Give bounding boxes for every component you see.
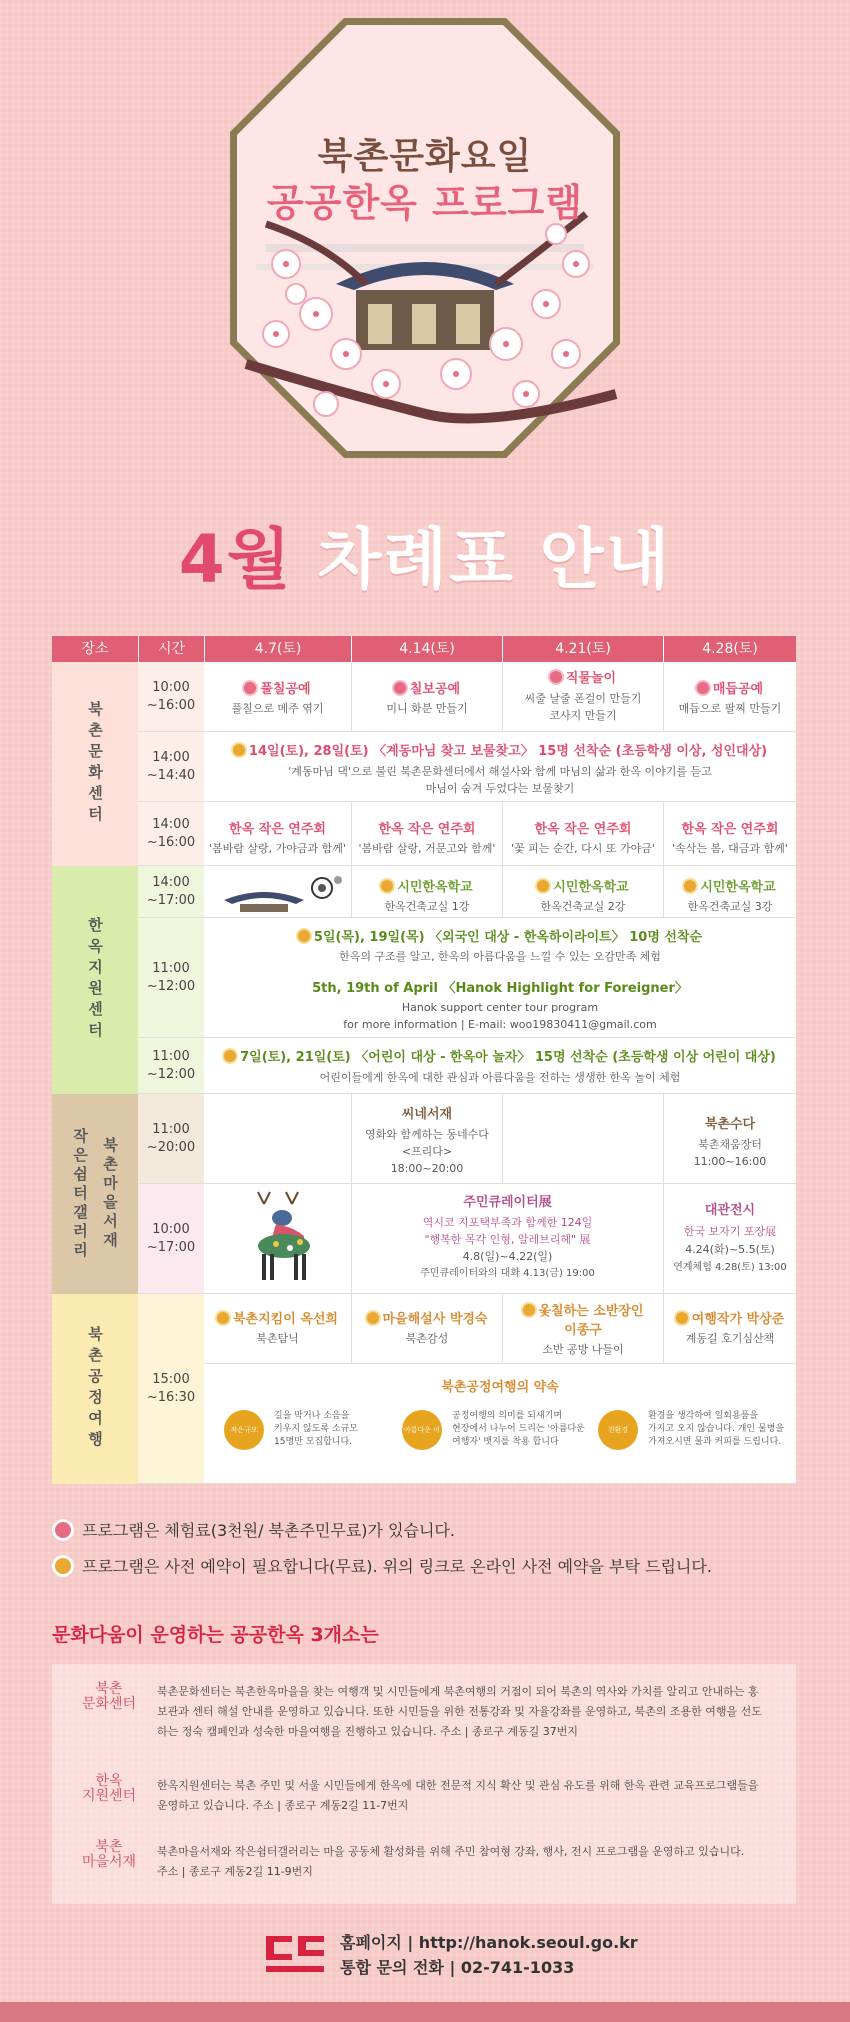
hanok-center-logo: 한옥 지원센터 — [81, 1773, 137, 1804]
wooden-deer-icon — [204, 1184, 352, 1294]
header-title-line2: 공공한옥 프로그램 — [267, 181, 583, 225]
hanok-illustration-cell — [204, 866, 352, 918]
bukchon-center-logo: 북촌 문화센터 — [81, 1681, 137, 1712]
flower-icon — [550, 671, 562, 683]
program-cell: 마을해설사 박경숙 북촌감성 — [352, 1294, 503, 1364]
flower-icon — [367, 1312, 379, 1324]
time-cell: 10:00 ~16:00 — [138, 662, 204, 732]
program-cell: 북촌수다 북촌채움장터 11:00~16:00 — [664, 1094, 796, 1184]
header-emblem — [226, 14, 624, 462]
header-date-1: 4.7(토) — [205, 636, 351, 662]
bottom-bar — [0, 2002, 850, 2022]
time-cell: 14:00 ~14:40 — [138, 732, 204, 802]
note-reservation: 프로그램은 사전 예약이 필요합니다(무료). 위의 링크로 온라인 사전 예약을 부탁 드립니다. — [52, 1554, 712, 1577]
flower-icon — [298, 930, 310, 942]
time-cell: 10:00 ~17:00 — [138, 1184, 204, 1294]
flower-icon — [217, 1312, 229, 1324]
time-cell: 11:00 ~20:00 — [138, 1094, 204, 1184]
empty-cell — [503, 1094, 664, 1184]
program-cell: 주민큐레이터展 역시코 지포택부족과 함께한 124일 "행복한 목각 인형, 알레브리헤" 展 4.8(일)~4.22(일) 주민큐레이터와의 대화 4.13(금) 19:00 — [352, 1184, 664, 1294]
library-logo: 북촌 마을서재 — [81, 1839, 137, 1870]
program-wide-cell: 5일(목), 19일(목) 〈외국인 대상 - 한옥하이라이트〉 10명 선착순 한옥의 구조를 알고, 한옥의 아름다움을 느낄 수 있는 오감만족 체험 5th, 19th of April 〈Hanok Highlight for Foreigner〉 Hanok support center tour program for more information | E-mail: woo19830411@gmail.com — [204, 918, 796, 1038]
badge-icon: 아름다운 여행 — [402, 1410, 442, 1450]
section-title: 문화다움이 운영하는 공공한옥 3개소는 — [52, 1624, 379, 1646]
program-cell: 시민한옥학교 한옥건축교실 1강 — [352, 866, 503, 918]
flower-icon — [394, 682, 406, 694]
flower-icon — [676, 1312, 688, 1324]
about-box — [52, 1664, 796, 1904]
travel-promise: 북촌공정여행의 약속 작은규모 길을 막거나 소음을 키우지 않도록 소규모 15명만 모집합니다. 아름다운 여행 공정여행의 의미를 되새기며 현장에서 나누어 드리는 '아름다운 여행자' 뱃지를 착용 합니다 친환경 환경을 생각하여 일회용품을 가지고 오지 않습니다. 개인 물병을 가져오시면 물과 커피를 드립니다. — [204, 1364, 796, 1484]
promise-title: 북촌공정여행의 약속 — [441, 1380, 559, 1395]
program-wide-cell: 7일(토), 21일(토) 〈어린이 대상 - 한옥아 놀자〉 15명 선착순 (초등학생 이상 어린이 대상) 어린이들에게 한옥에 대한 관심과 아름다움을 전하는 생생한 한옥 놀이 체험 — [204, 1038, 796, 1094]
place-travel: 북촌공정여행 — [52, 1294, 138, 1484]
note-fee: 프로그램은 체험료(3천원/ 북촌주민무료)가 있습니다. — [52, 1518, 455, 1541]
phone-number: 통합 문의 전화 | 02-741-1033 — [340, 1958, 575, 1977]
time-cell: 14:00 ~16:00 — [138, 802, 204, 866]
place-bukchon-center: 북촌문화센터 — [52, 662, 138, 866]
flower-icon — [684, 880, 696, 892]
flower-icon — [52, 1555, 74, 1577]
program-cell: 한옥 작은 연주회 '봄바람 살랑, 가야금과 함께' — [204, 802, 352, 866]
eco-bottle-icon: 친환경 — [598, 1410, 638, 1450]
time-cell: 15:00 ~16:30 — [138, 1294, 204, 1484]
program-cell: 한옥 작은 연주회 '속삭는 봄, 대금과 함께' — [664, 802, 796, 866]
flower-icon — [233, 744, 245, 756]
program-cell: 씨네서재 영화와 함께하는 동네수다 <프리다> 18:00~20:00 — [352, 1094, 503, 1184]
time-cell: 11:00 ~12:00 — [138, 918, 204, 1038]
flower-icon — [224, 1050, 236, 1062]
header-title-line1: 북촌문화요일 — [317, 136, 533, 177]
place-gallery: 작은쉼터갤러리 — [71, 1127, 89, 1261]
hanok-roof-icon — [204, 866, 352, 918]
header-date-4: 4.28(토) — [664, 636, 796, 662]
homepage-link[interactable]: 홈페이지 | http://hanok.seoul.go.kr — [340, 1933, 638, 1952]
month-label: 4월 — [178, 521, 293, 598]
empty-cell — [204, 1094, 352, 1184]
flower-icon — [523, 1304, 535, 1316]
about-row-hanok-center: 한옥 지원센터 한옥지원센터는 북촌 주민 및 서울 시민들에게 한옥에 대한 전문적 지식 확산 및 관심 유도를 위해 한옥 관련 교육프로그램들을 운영하고 있습니다. 주소 | 종로구 계동2길 11-7번지 — [52, 1774, 796, 1824]
schedule-table — [52, 636, 796, 1484]
culture-logo-icon — [262, 1932, 328, 1978]
program-cell: 북촌지킴이 옥선희 북촌탐닉 — [204, 1294, 352, 1364]
header-date-3: 4.21(토) — [503, 636, 663, 662]
small-group-icon: 작은규모 — [224, 1410, 264, 1450]
program-cell: 옻칠하는 소반장인 이종구 소반 공방 나들이 — [503, 1294, 664, 1364]
month-title-rest: 차례표 안내 — [317, 521, 672, 598]
program-cell: 여행작가 박상준 계동길 호기심산책 — [664, 1294, 796, 1364]
program-cell: 시민한옥학교 한옥건축교실 3강 — [664, 866, 796, 918]
program-wide-cell: 14일(토), 28일(토) 〈계동마님 찾고 보물찾고〉 15명 선착순 (초등학생 이상, 성인대상) '계동마님 댁'으로 불린 북촌문화센터에서 해설사와 함께 마님의 삶과 한옥 이야기를 듣고 마님이 숨겨 두었다는 보물찾기 — [204, 732, 796, 802]
flower-icon — [52, 1519, 74, 1541]
header-place: 장소 — [52, 636, 138, 662]
time-cell: 14:00 ~17:00 — [138, 866, 204, 918]
flower-icon — [244, 682, 256, 694]
about-row-bukchon-center: 북촌 문화센터 북촌문화센터는 북촌한옥마을을 찾는 여행객 및 시민들에게 북촌여행의 거점이 되어 북촌의 역사와 가치를 알리고 안내하는 홍보관과 센터 해설 안내를 운영하고 있습니다. 또한 시민들을 위한 전통강좌 및 자율강좌를 운영하고, 북촌의 조용한 여행을 선도하는 정숙 캠페인과 성숙한 마을여행을 진행하고 있습니다. 주소 | 종로구 계동길 37번지 — [52, 1682, 796, 1762]
month-title — [0, 506, 850, 601]
program-cell: 직물놀이 씨줄 날줄 폰걸이 만들기 코사지 만들기 — [503, 662, 664, 732]
place-library: 북촌마을서재 — [101, 1137, 119, 1251]
time-cell: 11:00 ~12:00 — [138, 1038, 204, 1094]
place-hanok-center: 한옥지원센터 — [52, 866, 138, 1094]
flower-icon — [537, 880, 549, 892]
place-library-gallery — [52, 1094, 138, 1294]
flower-icon — [381, 880, 393, 892]
header-time: 시간 — [139, 636, 204, 662]
about-row-library: 북촌 마을서재 북촌마을서재와 작은쉼터갤러리는 마을 공동체 활성화를 위해 주민 참여형 강좌, 행사, 전시 프로그램을 운영하고 있습니다. 주소 | 종로구 계동2길 11-9번지 — [52, 1840, 796, 1890]
program-cell: 칠보공예 미니 화분 만들기 — [352, 662, 503, 732]
program-cell: 매듭공예 매듭으로 팔찌 만들기 — [664, 662, 796, 732]
program-cell: 한옥 작은 연주회 '꽃 피는 순간, 다시 또 가야금' — [503, 802, 664, 866]
program-cell: 풀칠공예 풀칠으로 메주 엮기 — [204, 662, 352, 732]
footer — [262, 1930, 638, 1980]
flower-icon — [697, 682, 709, 694]
program-cell: 시민한옥학교 한옥건축교실 2강 — [503, 866, 664, 918]
header-date-2: 4.14(토) — [352, 636, 502, 662]
deer-illustration-cell — [204, 1184, 352, 1294]
program-cell: 한옥 작은 연주회 '봄바람 살랑, 거문고와 함께' — [352, 802, 503, 866]
program-cell: 대관전시 한국 보자기 포장展 4.24(화)~5.5(토) 연계체험 4.28(토) 13:00 — [664, 1184, 796, 1294]
